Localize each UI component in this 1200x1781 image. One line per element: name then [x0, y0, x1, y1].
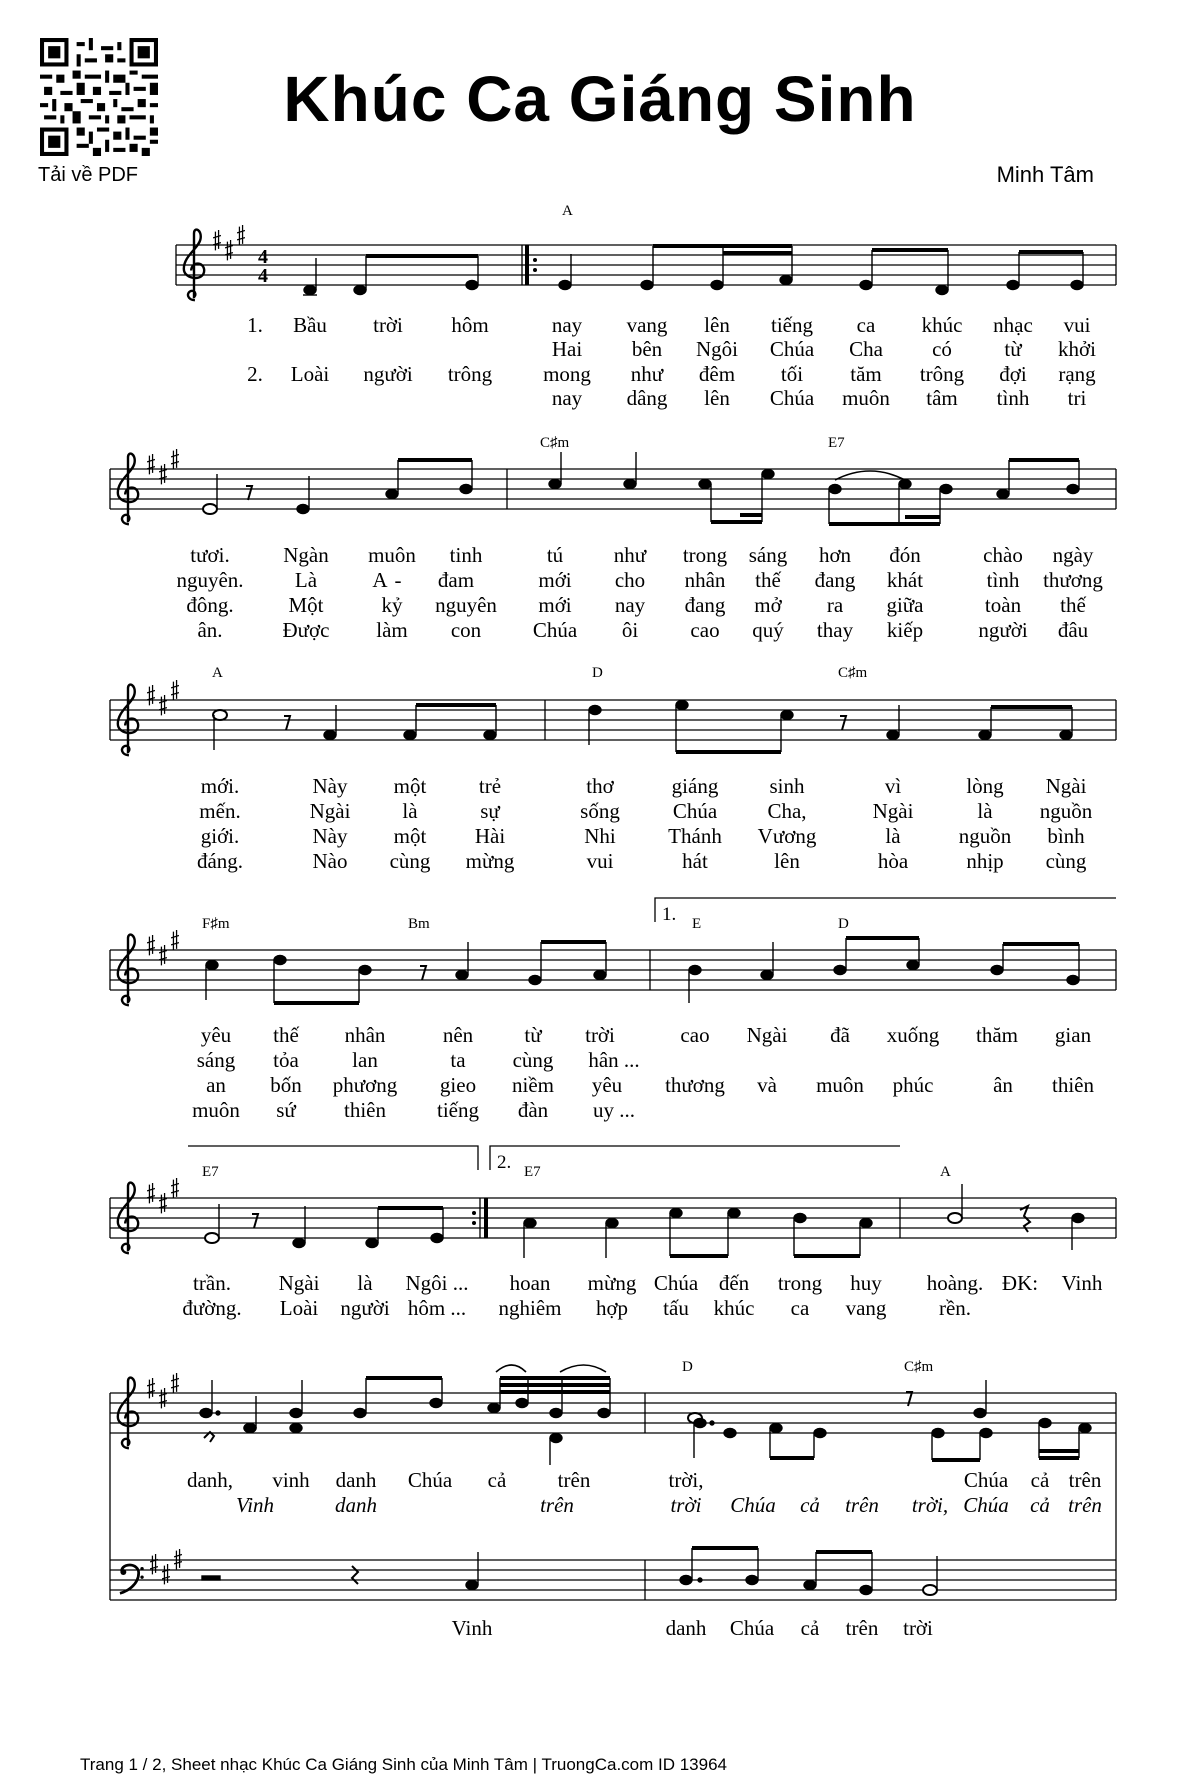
svg-text:1.Bầutrờihômnayvanglêntiếngcak: 1. Bầu trời hôm nay vang lên tiếng ca khúc nhạc vui — [247, 313, 1091, 337]
chord-label: D — [682, 1359, 693, 1375]
volta-label: 1. — [662, 904, 677, 925]
chord-label: E7 — [524, 1164, 541, 1180]
svg-text:anbốnphươnggieoniềmyêuthươngvà: an bốn phương gieo niềm yêu thương và muôn phúc ân thiên — [206, 1073, 1094, 1097]
svg-text:mới.Nàymộttrẻthơgiángsinhvìlòn: mới. Này một trẻ thơ giáng sinh vì lòng Ngài — [200, 774, 1087, 798]
svg-text:đông.Mộtkỷnguyênmớinayđangmởra: đông. Một kỷ nguyên mới nay đang mở ra giữa toàn thế — [186, 593, 1086, 617]
chord-label: C♯m — [838, 665, 868, 681]
system-6 — [110, 1359, 1116, 1640]
song-title: Khúc Ca Giáng Sinh — [283, 63, 917, 135]
svg-text:ân.ĐượclàmconChúaôicaoquýthayk: ân. Được làm con Chúa ôi cao quý thay kiếp người đâu — [197, 618, 1089, 642]
system-2 — [110, 435, 1116, 642]
svg-text:giới.NàymộtHàiNhiThánhVươnglàn: giới. Này một Hài Nhi Thánh Vương là nguồn bình — [200, 824, 1085, 848]
svg-text:đáng.Nàocùngmừngvuihátlênhòanh: đáng. Nào cùng mừng vui hát lên hòa nhịp cùng — [196, 849, 1087, 873]
chord-label: C♯m — [904, 1359, 934, 1375]
svg-text:muônsứthiêntiếngđànuy ...: muôn sứ thiên tiếng đàn uy ... — [192, 1098, 635, 1122]
svg-text:4: 4 — [258, 265, 268, 287]
chord-label: D — [592, 665, 603, 681]
svg-text:đường.Loàingườihôm ...nghiêmhợ: đường. Loài người hôm ... nghiêm hợp tấu khúc ca vang rền. — [182, 1296, 972, 1320]
chord-label: E7 — [202, 1164, 219, 1180]
composer-name: Minh Tâm — [996, 162, 1094, 187]
chord-label: A — [562, 203, 573, 219]
svg-text:mến.NgàilàsựsốngChúaCha,Ngàilà: mến. Ngài là sự sống Chúa Cha, Ngài là nguồn — [199, 799, 1093, 823]
chord-label: Bm — [408, 916, 430, 932]
svg-text:tươi.Ngànmuôntinhtúnhưtrongsán: tươi. Ngàn muôn tinh tú như trong sáng hơn đón chào ngày — [190, 543, 1094, 567]
svg-text:VinhdanhChúacảtrêntrời: Vinh danh Chúa cả trên trời — [451, 1616, 933, 1640]
chord-label: D — [838, 916, 849, 932]
system-1 — [176, 203, 1116, 410]
svg-text:naydânglênChúamuôntâmtìnhtri: nay dâng lên Chúa muôn tâm tình tri — [551, 386, 1087, 410]
svg-text:HaibênNgôiChúaChacótừkhởi: Hai bên Ngôi Chúa Cha có từ khởi — [551, 337, 1096, 361]
system-4 — [110, 898, 1116, 1122]
chord-label: C♯m — [540, 435, 570, 451]
svg-text:danh,vinhdanhChúacảtrêntrời,Ch: danh, vinh danh Chúa cả trên trời, Chúa cả trên — [186, 1468, 1102, 1492]
svg-text:sángtỏalantacùnghân ...: sáng tỏa lan ta cùng hân ... — [196, 1048, 640, 1072]
chord-label: A — [212, 665, 223, 681]
chord-label: F♯m — [202, 916, 230, 932]
volta-label: 2. — [497, 1152, 512, 1173]
svg-text:VinhdanhtrêntrờiChúacảtrêntrời: Vinh danh trên trời Chúa cả trên trời, Chúa cả trên — [235, 1493, 1102, 1517]
svg-text:nguyên.LàA-đammớichonhânthếđan: nguyên. Là A - đam mới cho nhân thế đang khát tình thương — [176, 568, 1103, 592]
chord-label: A — [940, 1164, 951, 1180]
system-5 — [110, 1146, 1116, 1320]
download-pdf-link[interactable]: Tải về PDF — [38, 164, 139, 186]
chord-label: E — [692, 916, 702, 932]
svg-text:4: 4 — [258, 246, 268, 268]
chord-label: E7 — [828, 435, 845, 451]
svg-text:trần.NgàilàNgôi ...hoanmừngChú: trần. Ngài là Ngôi ... hoan mừng Chúa đến trong huy hoàng. ĐK: Vinh — [193, 1271, 1103, 1295]
svg-text:yêuthếnhânnêntừtrờicaoNgàiđãxu: yêu thế nhân nên từ trời cao Ngài đã xuống thăm gian — [200, 1023, 1092, 1047]
svg-text:2.Loàingườitrôngmongnhưđêmtốit: 2. Loài người trông mong như đêm tối tăm trông đợi rạng — [247, 362, 1096, 386]
page-footer: Trang 1 / 2, Sheet nhạc Khúc Ca Giáng Sinh của Minh Tâm | TruongCa.com ID 13964 — [80, 1755, 727, 1774]
system-3 — [110, 665, 1116, 873]
